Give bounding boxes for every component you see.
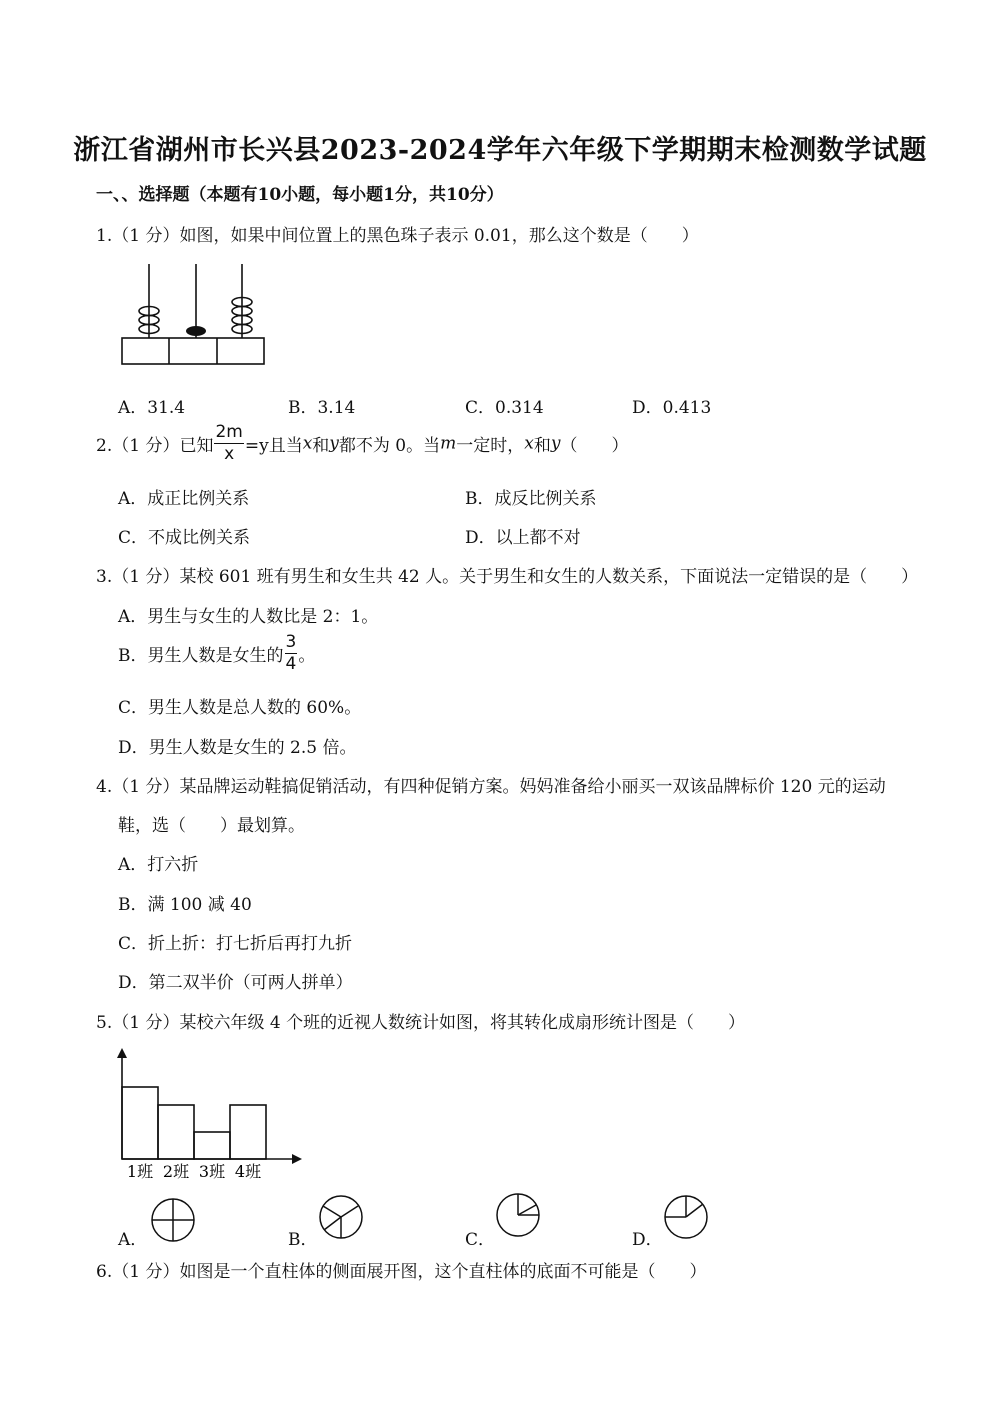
q2-mid2: 一定时，	[456, 436, 525, 456]
q3-option-c[interactable]: C．男生人数是总人数的 60%。	[118, 698, 362, 718]
q3-option-b-prefix: B．男生人数是女生的	[118, 646, 284, 666]
q2-end: （ ）	[560, 436, 629, 456]
q5-option-b-pie[interactable]	[318, 1194, 364, 1240]
fraction-denominator: x	[224, 444, 235, 464]
q1-option-b[interactable]: B．3.14	[288, 398, 356, 418]
q5-option-a-label[interactable]: A．	[118, 1230, 148, 1250]
q5-stem: 5.（1 分）某校六年级 4 个班的近视人数统计如图，将其转化成扇形统计图是（ ）	[96, 1013, 746, 1033]
var-x: x	[302, 433, 313, 454]
var-y: y	[550, 433, 561, 454]
q4-option-c[interactable]: C．折上折：打七折后再打九折	[118, 934, 353, 954]
q2-option-d[interactable]: D．以上都不对	[465, 528, 581, 548]
q3-option-b[interactable]	[118, 634, 315, 673]
x-tick-label: 2班	[162, 1162, 190, 1181]
q6-stem: 6.（1 分）如图是一个直柱体的侧面展开图，这个直柱体的底面不可能是（ ）	[96, 1262, 707, 1282]
page-title: 浙江省湖州市长兴县2023-2024学年六年级下学期期末检测数学试题	[73, 135, 927, 166]
x-axis-arrow	[292, 1154, 302, 1164]
q2-option-b[interactable]: B．成反比例关系	[465, 489, 597, 509]
q5-option-c-pie[interactable]	[495, 1192, 541, 1238]
q3-option-a[interactable]: A．男生与女生的人数比是 2：1。	[118, 607, 379, 627]
q2-option-c[interactable]: C．不成比例关系	[118, 528, 251, 548]
bar-2	[158, 1105, 194, 1159]
x-tick-label: 3班	[198, 1162, 226, 1181]
bar-1	[122, 1087, 158, 1159]
abacus-figure	[118, 262, 268, 366]
q1-option-a[interactable]: A．31.4	[118, 398, 186, 418]
x-tick-label: 1班	[126, 1162, 154, 1181]
q3-option-b-suffix: 。	[298, 646, 316, 666]
q4-option-d[interactable]: D．第二双半价（可两人拼单）	[118, 973, 353, 993]
q1-option-c[interactable]: C．0.314	[465, 398, 544, 418]
fraction-numerator: 2m	[215, 422, 243, 442]
q5-option-b-label[interactable]: B．	[288, 1230, 318, 1250]
q2-mid: 都不为 0。当	[338, 436, 441, 456]
q4-option-a[interactable]: A．打六折	[118, 855, 199, 875]
q5-option-d-label[interactable]: D．	[632, 1230, 663, 1250]
q5-option-c-label[interactable]: C．	[465, 1230, 496, 1250]
q1-option-d[interactable]: D．0.413	[632, 398, 712, 418]
q5-option-d-pie[interactable]	[663, 1194, 709, 1240]
q3-option-d[interactable]: D．男生人数是女生的 2.5 倍。	[118, 738, 357, 758]
q2-stem	[96, 424, 628, 463]
y-axis-arrow	[117, 1048, 127, 1058]
q1-stem: 1.（1 分）如图，如果中间位置上的黑色珠子表示 0.01，那么这个数是（ ）	[96, 226, 699, 246]
black-bead	[186, 326, 206, 336]
myopia-bar-chart	[110, 1044, 310, 1184]
q4-option-b[interactable]: B．满 100 减 40	[118, 895, 252, 915]
q5-option-a-pie[interactable]	[150, 1197, 196, 1243]
q2-prefix: 2.（1 分）已知	[96, 436, 214, 456]
q2-and: 和	[312, 436, 330, 456]
var-x: x	[524, 433, 534, 454]
q4-stem-line1: 4.（1 分）某品牌运动鞋搞促销活动，有四种促销方案。妈妈准备给小丽买一双该品牌标价 120 元的运动	[96, 777, 886, 797]
section-heading: 一、、选择题（本题有10小题，每小题1分，共10分）	[96, 185, 504, 205]
bar-3	[194, 1132, 230, 1159]
q3-stem: 3.（1 分）某校 601 班有男生和女生共 42 人。关于男生和女生的人数关系，下面说法一定错误的是（ ）	[96, 567, 919, 587]
q4-stem-line2: 鞋，选（ ）最划算。	[118, 816, 305, 836]
abacus-base	[122, 338, 264, 364]
q2-after-fraction: =y且当	[244, 436, 303, 456]
fraction-3-over-4	[285, 634, 298, 673]
bar-4	[230, 1105, 266, 1159]
fraction-denominator: 4	[285, 654, 297, 674]
fraction-numerator: 3	[285, 632, 297, 652]
var-y: y	[329, 433, 339, 454]
x-tick-label: 4班	[234, 1162, 262, 1181]
q2-option-a[interactable]: A．成正比例关系	[118, 489, 250, 509]
q2-and: 和	[533, 436, 551, 456]
var-m: m	[440, 433, 457, 454]
fraction-2m-over-x	[214, 424, 243, 463]
